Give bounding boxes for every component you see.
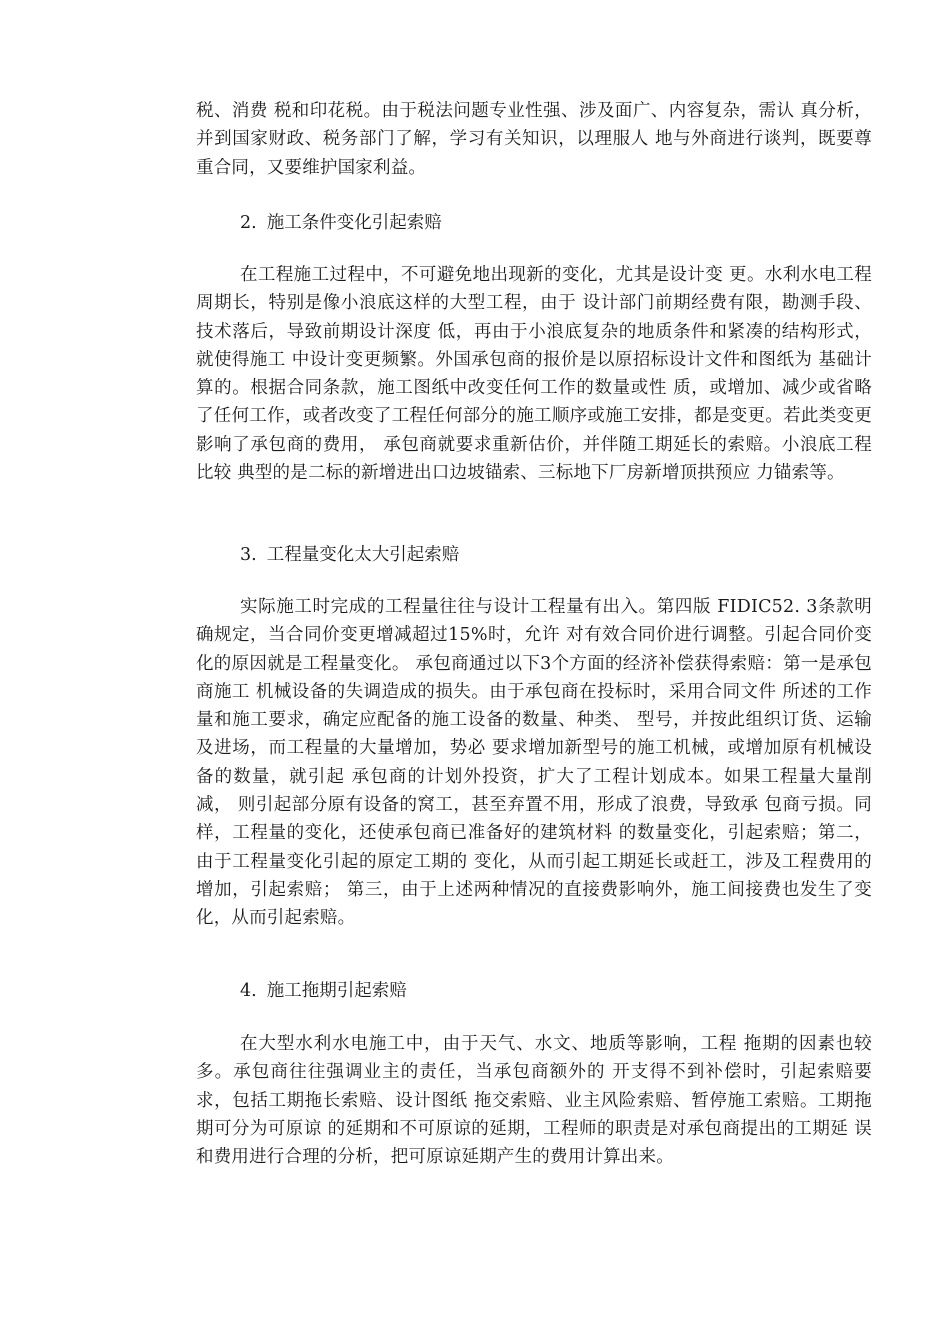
paragraph-design-changes: 在工程施工过程中，不可避免地出现新的变化，尤其是设计变 更。水利水电工程周期长，特别是像小浪底这样的大型工程，由于 设计部门前期经费有限，勘测手段、技术落后，导致前期设计深度 低，再由于小浪底复杂的地质条件和紧凑的结构形式，就使得施工 中设计变更频繁。外国承包商的报价是以原招标设计文件和图纸为 基础计算的。根据合同条款，施工图纸中改变任何工作的数量或性 质，或增加、减少或省略了任何工作，或者改变了工程任何部分的施工顺序或施工安排，都是变更。若此类变更影响了承包商的费用， 承包商就要求重新估价，并伴随工期延长的索赔。小浪底工程比较 典型的是二标的新增进出口边坡锚索、三标地下厂房新增顶拱预应 力锚索等。	[196, 265, 872, 484]
heading-construction-delay	[240, 977, 407, 1005]
heading-number: 3.	[240, 545, 257, 565]
heading-text: 施工条件变化引起索赔	[266, 213, 442, 233]
heading-quantity-changes	[240, 541, 459, 569]
heading-number: 2.	[240, 213, 257, 233]
heading-number: 4.	[240, 981, 257, 1001]
heading-text: 施工拖期引起索赔	[266, 981, 407, 1001]
paragraph-delay-claims: 在大型水利水电施工中，由于天气、水文、地质等影响，工程 拖期的因素也较多。承包商往往强调业主的责任，当承包商额外的 开支得不到补偿时，引起索赔要求，包括工期拖长索赔、设计图纸 拖交索赔、业主风险索赔、暂停施工索赔。工期拖期可分为可原谅 的延期和不可原谅的延期，工程师的职责是对承包商提出的工期延 误和费用进行合理的分析，把可原谅延期产生的费用计算出来。	[196, 1034, 872, 1168]
heading-construction-conditions	[240, 209, 442, 237]
heading-text: 工程量变化太大引起索赔	[266, 545, 460, 565]
paragraph-quantity-claims: 实际施工时完成的工程量往往与设计工程量有出入。第四版 FIDIC52. 3条款明确规定，当合同价变更增减超过15%时，允许 对有效合同价进行调整。引起合同价变化的原因就是工程量变化。 承包商通过以下3个方面的经济补偿获得索赔：第一是承包商施工 机械设备的失调造成的损失。由于承包商在投标时，采用合同文件 所述的工作量和施工要求，确定应配备的施工设备的数量、种类、 型号，并按此组织订货、运输及进场，而工程量的大量增加，势必 要求增加新型号的施工机械，或增加原有机械设备的数量，就引起 承包商的计划外投资，扩大了工程计划成本。如果工程量大量削减， 则引起部分原有设备的窝工，甚至弃置不用，形成了浪费，导致承 包商亏损。同样，工程量的变化，还使承包商已准备好的建筑材料 的数量变化，引起索赔；第二，由于工程量变化引起的原定工期的 变化，从而引起工期延长或赶工，涉及工程费用的增加，引起索赔； 第三，由于上述两种情况的直接费影响外，施工间接费也发生了变化，从而引起索赔。	[196, 597, 872, 929]
paragraph-tax-negotiation: 税、消费 税和印花税。由于税法问题专业性强、涉及面广、内容复杂，需认 真分析，并到国家财政、税务部门了解，学习有关知识，以理服人 地与外商进行谈判，既要尊重合同，又要维护国家利益。	[196, 101, 872, 178]
